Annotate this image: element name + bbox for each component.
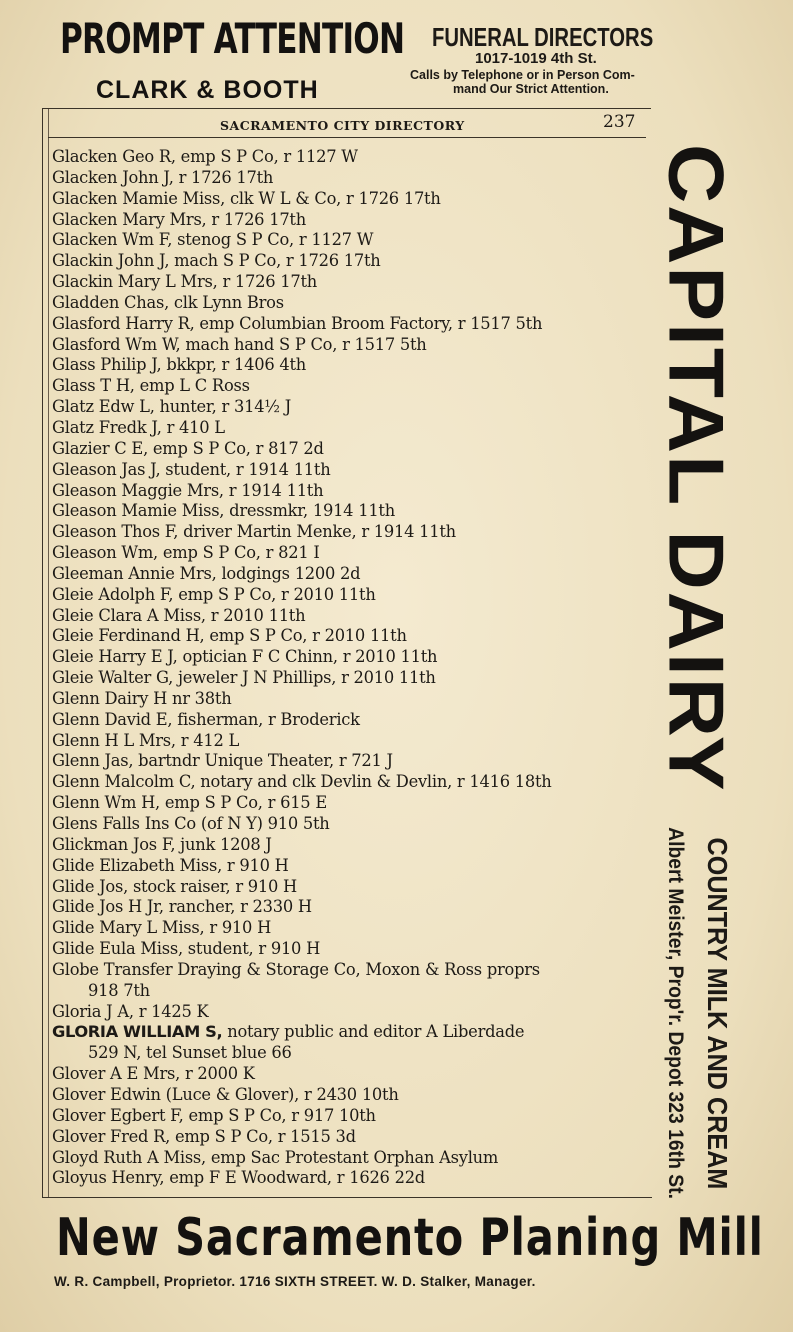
albert-meister-text: Albert Meister, Prop'r. Depot 323 16th St. <box>664 827 687 1199</box>
directory-entry-bold <box>52 1021 652 1042</box>
directory-title: SACRAMENTO CITY DIRECTORY <box>220 118 465 133</box>
directory-entry: Glenn David E, fisherman, r Broderick <box>52 709 360 729</box>
ad-headline: PROMPT ATTENTION <box>60 14 405 63</box>
directory-entry: Glazier C E, emp S P Co, r 817 2d <box>52 438 324 458</box>
directory-entry: Glacken John J, r 1726 17th <box>52 167 274 187</box>
directory-entry: Gleason Jas J, student, r 1914 11th <box>52 459 331 479</box>
page-number: 237 <box>603 112 636 132</box>
bold-entry-name: GLORIA WILLIAM S, <box>52 1022 223 1042</box>
directory-entry: Glacken Geo R, emp S P Co, r 1127 W <box>52 147 358 166</box>
directory-entry: Glenn Dairy H nr 38th <box>52 688 232 708</box>
directory-entry: Glenn Malcolm C, notary and clk Devlin & Devlin, r 1416 18th <box>52 772 552 792</box>
footer-rule <box>42 1197 652 1198</box>
ad-calls-line: Calls by Telephone or in Person Com- <box>410 68 635 82</box>
directory-entry: Glass T H, emp L C Ross <box>52 376 250 396</box>
directory-entry: Glatz Fredk J, r 410 L <box>52 417 225 437</box>
directory-entry: Glide Mary L Miss, r 910 H <box>52 918 272 938</box>
directory-entry: Gleie Adolph F, emp S P Co, r 2010 11th <box>52 584 376 604</box>
directory-entry: Gleie Harry E J, optician F C Chinn, r 2010 11th <box>52 647 438 667</box>
side-ad-capital-dairy <box>650 112 740 824</box>
directory-entry: Glenn H L Mrs, r 412 L <box>52 730 240 750</box>
directory-entry: Glover Edwin (Luce & Glover), r 2430 10th <box>52 1084 399 1104</box>
header-rule <box>48 137 646 138</box>
directory-entry: Glide Elizabeth Miss, r 910 H <box>52 855 289 875</box>
directory-entry: Gloria J A, r 1425 K <box>52 1001 209 1021</box>
directory-entry: Glide Eula Miss, student, r 910 H <box>52 939 321 959</box>
directory-entry-continuation: 529 N, tel Sunset blue 66 <box>88 1043 292 1063</box>
directory-entry: Glackin Mary L Mrs, r 1726 17th <box>52 272 318 292</box>
bold-entry-detail: notary public and editor A Liberdade <box>227 1022 525 1042</box>
directory-entry: Gleason Wm, emp S P Co, r 821 I <box>52 543 320 563</box>
directory-entry: Glide Jos, stock raiser, r 910 H <box>52 876 297 896</box>
directory-entry: Gleie Ferdinand H, emp S P Co, r 2010 11th <box>52 626 407 646</box>
directory-entry: Glide Jos H Jr, rancher, r 2330 H <box>52 897 312 917</box>
directory-entry: Gleason Maggie Mrs, r 1914 11th <box>52 480 324 500</box>
directory-entry: Gladden Chas, clk Lynn Bros <box>52 292 284 312</box>
directory-entry: Glover Egbert F, emp S P Co, r 917 10th <box>52 1105 376 1125</box>
directory-entry-continuation: 918 7th <box>88 980 150 1000</box>
directory-entry: Glover Fred R, emp S P Co, r 1515 3d <box>52 1126 356 1146</box>
directory-entry: Glasford Harry R, emp Columbian Broom Factory, r 1517 5th <box>52 313 543 333</box>
directory-entry: Gleeman Annie Mrs, lodgings 1200 2d <box>52 563 361 583</box>
directory-entry: Glass Philip J, bkkpr, r 1406 4th <box>52 355 307 375</box>
directory-entry: Gleason Thos F, driver Martin Menke, r 1914 11th <box>52 522 456 542</box>
ad-business-type: FUNERAL DIRECTORS <box>432 22 654 52</box>
directory-entry: Gloyus Henry, emp F E Woodward, r 1626 22d <box>52 1168 425 1188</box>
directory-entry: Glacken Wm F, stenog S P Co, r 1127 W <box>52 230 374 250</box>
bottom-ad-headline: New Sacramento Planing Mill <box>56 1208 764 1268</box>
directory-entry: Gleie Clara A Miss, r 2010 11th <box>52 605 306 625</box>
directory-entry: Gleie Walter G, jeweler J N Phillips, r 2010 11th <box>52 668 436 688</box>
directory-entry: Glenn Wm H, emp S P Co, r 615 E <box>52 793 327 813</box>
side-ad-country-milk <box>693 826 741 1200</box>
directory-entry: Glover A E Mrs, r 2000 K <box>52 1064 255 1084</box>
capital-dairy-text: CAPITAL DAIRY <box>652 143 739 793</box>
ad-firm-name: CLARK & BOOTH <box>96 76 319 104</box>
directory-entries <box>52 146 652 1188</box>
bottom-ad-subline: W. R. Campbell, Proprietor. 1716 SIXTH STREET. W. D. Stalker, Manager. <box>54 1274 536 1289</box>
running-header <box>48 110 646 138</box>
ad-calls-line: mand Our Strict Attention. <box>453 82 609 96</box>
directory-entry: Glens Falls Ins Co (of N Y) 910 5th <box>52 814 330 833</box>
directory-entry: Globe Transfer Draying & Storage Co, Moxon & Ross proprs <box>52 959 540 979</box>
directory-entry: Gleason Mamie Miss, dressmkr, 1914 11th <box>52 501 395 521</box>
side-ad-proprietor <box>656 826 694 1200</box>
directory-entry: Glacken Mamie Miss, clk W L & Co, r 1726 17th <box>52 188 441 208</box>
directory-entry: Glasford Wm W, mach hand S P Co, r 1517 5th <box>52 334 427 354</box>
country-milk-text: COUNTRY MILK AND CREAM <box>702 837 733 1189</box>
directory-entry: Glickman Jos F, junk 1208 J <box>52 834 272 854</box>
ad-address: 1017-1019 4th St. <box>475 50 597 67</box>
ad-calls-text <box>410 68 710 96</box>
top-advertisement <box>0 0 793 108</box>
directory-entry: Glatz Edw L, hunter, r 314½ J <box>52 397 292 417</box>
directory-entry: Glacken Mary Mrs, r 1726 17th <box>52 209 306 229</box>
directory-entry: Glenn Jas, bartndr Unique Theater, r 721 J <box>52 751 393 771</box>
directory-entry: Glackin John J, mach S P Co, r 1726 17th <box>52 251 381 271</box>
directory-entry: Gloyd Ruth A Miss, emp Sac Protestant Orphan Asylum <box>52 1147 499 1167</box>
